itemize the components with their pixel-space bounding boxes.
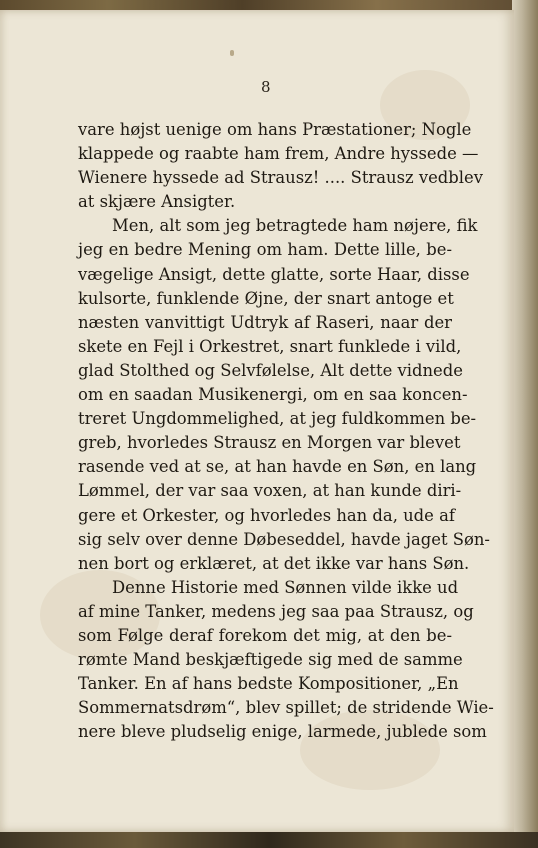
book-right-edge [512,0,538,848]
text-line: næsten vanvittigt Udtryk af Raseri, naar der [78,312,452,332]
text-line: nen bort og erklæret, at det ikke var hans Søn. [78,553,470,573]
text-line: at skjære Ansigter. [78,192,236,212]
text-line: Lømmel, der var saa voxen, at han kunde diri- [78,481,462,501]
text-line: sig selv over denne Døbeseddel, havde jaget Søn- [78,529,490,549]
text-line: treret Ungdommelighed, at jeg fuldkommen be- [78,409,477,429]
text-line: nere bleve pludselig enige, larmede, jublede som [78,722,487,742]
text-line: glad Stolthed og Selvfølelse, Alt dette vidnede [78,360,463,380]
ink-speck [230,50,234,56]
text-line: klappede og raabte ham frem, Andre hyssede — [78,144,479,164]
text-line: Denne Historie med Sønnen vilde ikke ud [112,577,459,597]
text-line: vægelige Ansigt, dette glatte, sorte Haar, disse [78,264,470,284]
book-bottom-edge [0,832,538,848]
text-line: som Følge deraf forekom det mig, at den be- [78,625,452,645]
text-line: greb, hvorledes Strausz en Morgen var blevet [78,433,461,453]
text-line: Men, alt som jeg betragtede ham nøjere, fik [112,216,478,236]
text-line: rømte Mand beskjæftigede sig med de samme [78,650,463,670]
text-line: Wienere hyssede ad Strausz! .... Strausz vedblev [78,168,483,188]
text-line: af mine Tanker, medens jeg saa paa Strausz, og [78,601,474,621]
text-line: gere et Orkester, og hvorledes han da, ude af [78,505,455,525]
text-line: skete en Fejl i Orkestret, snart funklede i vild, [78,336,462,356]
text-line: om en saadan Musikenergi, om en saa koncen- [78,385,468,405]
text-line: Tanker. En af hans bedste Kompositioner, „En [78,674,459,694]
text-line: kulsorte, funklende Øjne, der snart antoge et [78,288,454,308]
body-text [78,118,494,744]
page-number: 8 [261,78,271,96]
text-line: rasende ved at se, at han havde en Søn, en lang [78,457,477,477]
text-line: Sommernatsdrøm“, blev spillet; de stridende Wie- [78,698,494,718]
text-line: jeg en bedre Mening om ham. Dette lille, be- [78,240,452,260]
text-line: vare højst uenige om hans Præstationer; Nogle [78,120,472,139]
